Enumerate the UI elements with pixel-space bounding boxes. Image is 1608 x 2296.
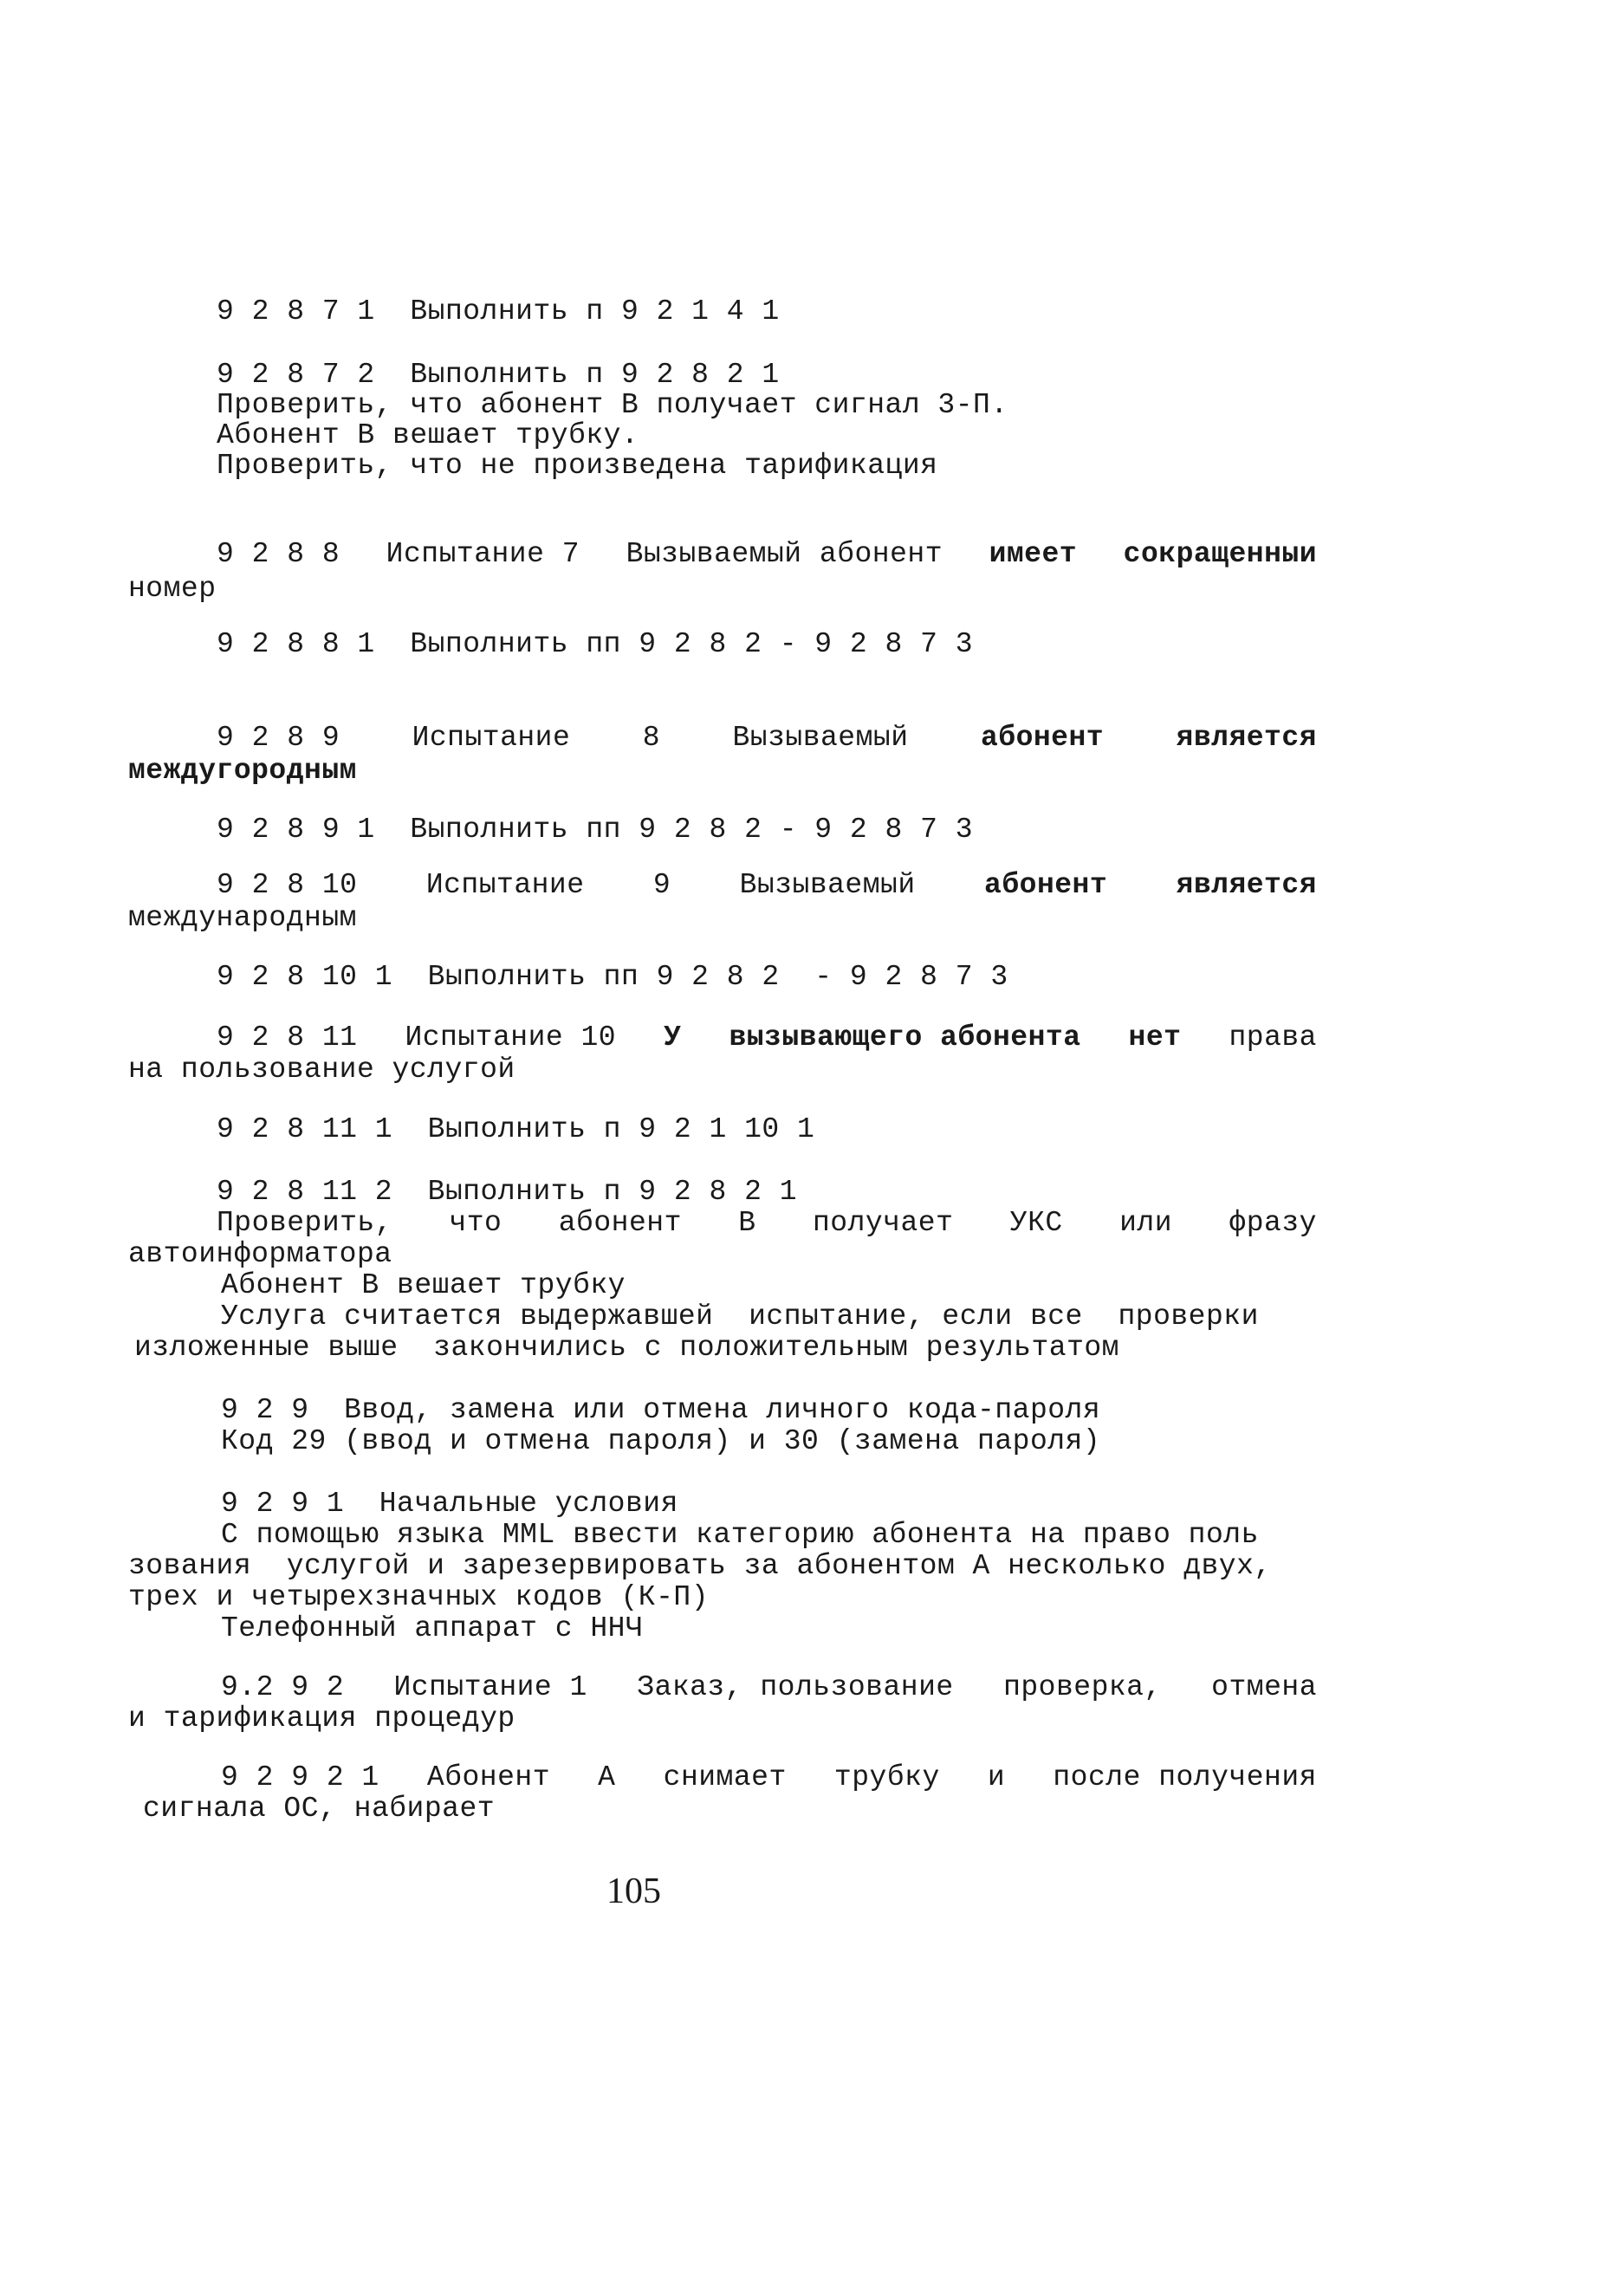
check-uks-continuation: автоинформатора	[128, 1238, 392, 1270]
test-8-word-4: абонент	[980, 722, 1105, 754]
check-uks-word-6: УКС	[1009, 1207, 1063, 1239]
clause-9-2-9-2-1-continuation: сигнала ОС, набирает	[143, 1793, 496, 1825]
check-uks-word-5: получает	[812, 1207, 954, 1239]
passed-line-1: Услуга считается выдержавшей испытание, если все проверки	[221, 1300, 1259, 1333]
clause-9-2-9-2-1-word-1: 9 2 9 2 1	[221, 1761, 379, 1793]
test-7-word-1: Испытание 7	[386, 538, 580, 570]
clause-9-2-9-2-1-word-6: и	[987, 1761, 1006, 1793]
clause-9-2-9: 9 2 9 Ввод, замена или отмена личного кода-пароля	[221, 1394, 1101, 1426]
test-10-word-5: права	[1229, 1022, 1317, 1054]
test-8-continuation: междугородным	[128, 755, 357, 787]
clause-9-2-8-10-1: 9 2 8 10 1 Выполнить пп 9 2 8 2 - 9 2 8 7 3	[217, 961, 1008, 993]
check-uks-word-8: фразу	[1229, 1207, 1317, 1239]
check-uks-word-4: В	[738, 1207, 756, 1239]
check-uks-word-7: или	[1119, 1207, 1173, 1239]
test-8-word-2: 8	[642, 722, 661, 754]
test-8-word-1: Испытание	[412, 722, 571, 754]
clause-9-2-8-11-1: 9 2 8 11 1 Выполнить п 9 2 1 10 1	[217, 1113, 815, 1145]
no-tariff-line: Проверить, что не произведена тарификация	[217, 450, 938, 482]
test-10-word-4: нет	[1128, 1022, 1182, 1054]
mml-line-2: зования услугой и зарезервировать за абонентом А несколько двух,	[128, 1550, 1272, 1582]
test-1-word-2: Заказ, пользование	[637, 1671, 954, 1703]
test-1-number: 9.2 9 2	[221, 1671, 345, 1703]
test-10-heading	[217, 1022, 1317, 1054]
mml-line-1: С помощью языка MML ввести категорию абонента на право поль	[221, 1519, 1259, 1551]
clause-9-2-8-11-2: 9 2 8 11 2 Выполнить п 9 2 8 2 1	[217, 1176, 798, 1208]
test-8-heading	[217, 723, 1317, 754]
clause-9-2-9-2-1-word-5: трубку	[833, 1761, 940, 1793]
phone-line: Телефонный аппарат с ННЧ	[221, 1612, 644, 1644]
test-10-word-1: Испытание 10	[405, 1022, 617, 1054]
test-1-word-4: отмена	[1211, 1671, 1317, 1703]
test-7-heading	[217, 539, 1317, 570]
clause-9-2-9-2-1-word-7: после получения	[1053, 1761, 1317, 1793]
test-8-number: 9 2 8 9	[217, 722, 340, 754]
test-9-word-2: 9	[652, 869, 671, 901]
clause-9-2-8-7-2: 9 2 8 7 2 Выполнить п 9 2 8 2 1	[217, 359, 780, 391]
test-1-word-1: Испытание 1	[393, 1671, 587, 1703]
check-uks-word-1: Проверить,	[217, 1207, 393, 1239]
clause-9-2-9-2-1-word-4: снимает	[663, 1761, 787, 1793]
code-line: Код 29 (ввод и отмена пароля) и 30 (замена пароля)	[221, 1425, 1101, 1457]
hangup-line: Абонент В вешает трубку.	[217, 419, 639, 451]
test-9-word-5: является	[1176, 869, 1317, 901]
check-signal-line: Проверить, что абонент В получает сигнал 3-П.	[217, 389, 1008, 421]
test-9-word-3: Вызываемый	[739, 869, 916, 901]
check-uks-word-2: что	[449, 1207, 502, 1239]
test-8-word-3: Вызываемый	[732, 722, 909, 754]
clause-9-2-8-7-1: 9 2 8 7 1 Выполнить п 9 2 1 4 1	[217, 295, 780, 328]
clause-9-2-9-2-1-word-3: А	[598, 1761, 616, 1793]
test-10-word-3: вызывающего абонента	[729, 1022, 1081, 1054]
test-7-number: 9 2 8 8	[217, 538, 340, 570]
test-1-heading	[221, 1672, 1317, 1703]
page-number: 105	[606, 1871, 661, 1911]
test-10-number: 9 2 8 11	[217, 1022, 358, 1054]
test-7-word-3: имеет	[989, 538, 1078, 570]
check-uks-line	[217, 1208, 1317, 1239]
test-7-word-2: Вызываемый абонент	[626, 538, 943, 570]
test-10-word-2: У	[664, 1022, 682, 1054]
test-1-word-3: проверка,	[1003, 1671, 1162, 1703]
test-9-number: 9 2 8 10	[217, 869, 358, 901]
clause-9-2-9-2-1	[221, 1762, 1317, 1793]
test-9-word-4: абонент	[984, 869, 1108, 901]
test-9-heading	[217, 870, 1317, 901]
hangup-line-2: Абонент В вешает трубку	[221, 1269, 626, 1301]
clause-9-2-8-9-1: 9 2 8 9 1 Выполнить пп 9 2 8 2 - 9 2 8 7 3	[217, 814, 974, 846]
clause-9-2-9-2-1-word-2: Абонент	[426, 1761, 551, 1793]
clause-9-2-9-1: 9 2 9 1 Начальные условия	[221, 1488, 678, 1520]
test-7-continuation: номер	[128, 573, 217, 605]
test-7-word-4: сокращенныи	[1123, 538, 1317, 570]
test-8-word-5: является	[1176, 722, 1317, 754]
test-1-continuation: и тарификация процедур	[128, 1703, 515, 1735]
test-10-continuation: на пользование услугой	[128, 1054, 515, 1086]
passed-line-2: изложенные выше закончились с положительным результатом	[134, 1332, 1119, 1364]
clause-9-2-8-8-1: 9 2 8 8 1 Выполнить пп 9 2 8 2 - 9 2 8 7 3	[217, 628, 974, 660]
check-uks-word-3: абонент	[558, 1207, 682, 1239]
test-9-continuation: международным	[128, 902, 357, 934]
test-9-word-1: Испытание	[425, 869, 585, 901]
mml-line-3: трех и четырехзначных кодов (К-П)	[128, 1581, 710, 1613]
